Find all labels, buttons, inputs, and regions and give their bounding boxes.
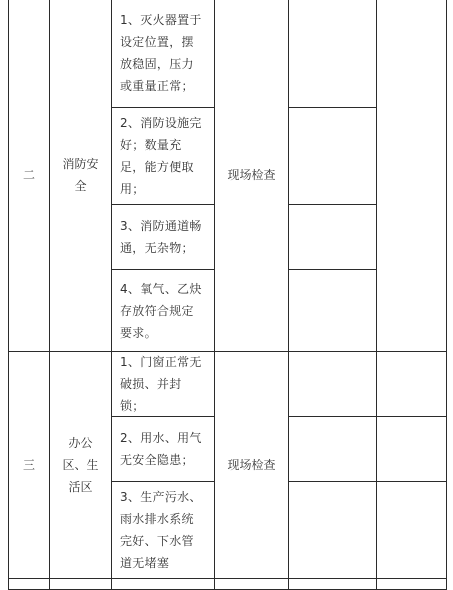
remark-cell (376, 0, 447, 352)
result-cell (288, 269, 377, 352)
next-row-cell (214, 578, 289, 590)
check-item-text: 3、生产污水、雨水排水系统完好、下水管道无堵塞 (120, 490, 202, 570)
result-cell (288, 107, 377, 205)
row-seq-cell (8, 351, 50, 579)
next-row-cell (376, 578, 447, 590)
result-cell (288, 416, 377, 482)
row-seq: 二 (22, 168, 35, 182)
next-row-cell (111, 578, 215, 590)
row-seq-cell (8, 0, 50, 352)
check-item-text: 2、消防设施完好；数量充足，能方便取用； (120, 116, 202, 196)
check-item (111, 0, 215, 108)
check-item-text: 1、灭火器置于设定位置，摆放稳固，压力或重量正常； (120, 13, 202, 93)
check-item-text: 3、消防通道畅通，无杂物； (120, 219, 202, 255)
next-row-cell (49, 578, 112, 590)
check-item (111, 204, 215, 270)
check-item (111, 107, 215, 205)
check-item-text: 4、氧气、乙炔存放符合规定要求。 (120, 281, 202, 340)
check-method-cell (214, 0, 289, 352)
check-method: 现场检查 (227, 458, 276, 472)
remark-cell (376, 416, 447, 482)
row-seq: 三 (22, 458, 35, 472)
check-method-cell (214, 351, 289, 579)
next-row-cell (288, 578, 377, 590)
check-item (111, 481, 215, 579)
check-method: 现场检查 (227, 168, 276, 182)
check-item-text: 1、门窗正常无破损、并封锁； (120, 355, 202, 413)
remark-cell (376, 481, 447, 579)
row-category: 消防安全 (62, 157, 99, 193)
next-row-cell (8, 578, 50, 590)
result-cell (288, 0, 377, 108)
row-category-cell (49, 0, 112, 352)
result-cell (288, 204, 377, 270)
row-category-cell (49, 351, 112, 579)
result-cell (288, 481, 377, 579)
check-item (111, 416, 215, 482)
check-item (111, 351, 215, 417)
result-cell (288, 351, 377, 417)
row-category: 办公区、生活区 (62, 436, 99, 494)
check-item-text: 2、用水、用气无安全隐患； (120, 431, 202, 467)
check-item (111, 269, 215, 352)
remark-cell (376, 351, 447, 417)
